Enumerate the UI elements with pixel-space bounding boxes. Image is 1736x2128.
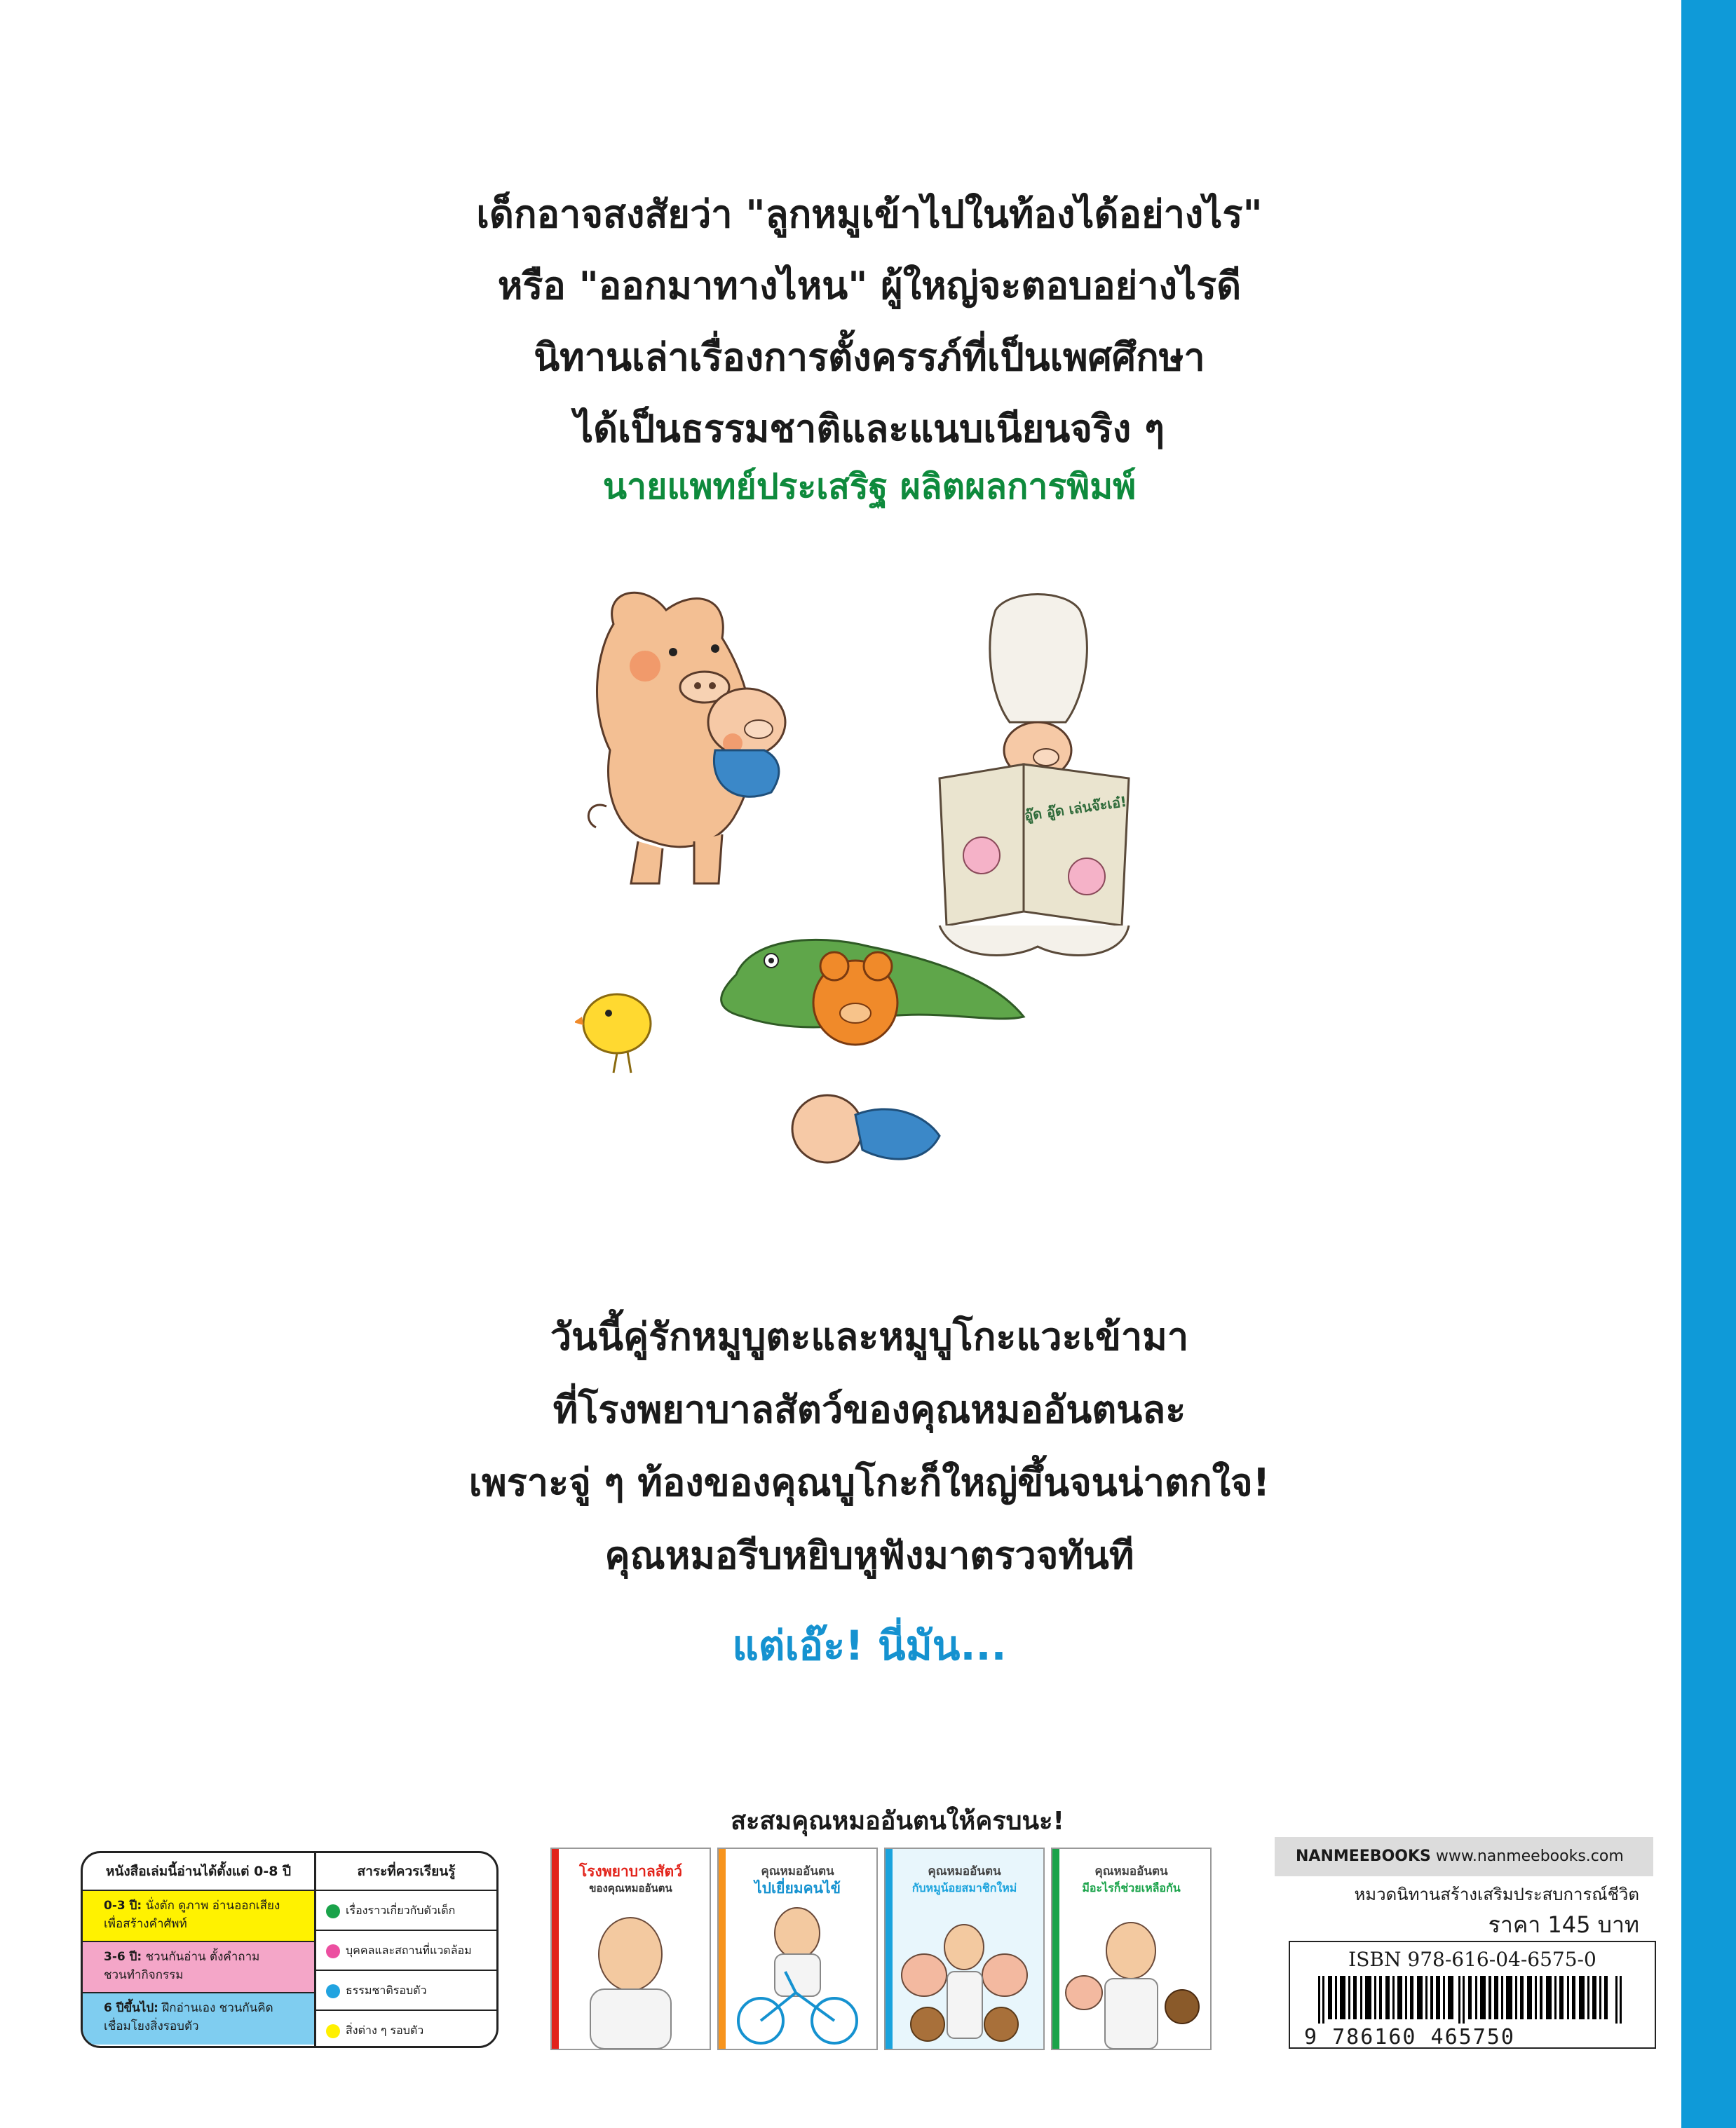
subject-item: [316, 1931, 496, 1971]
subject-item: [316, 1971, 496, 2011]
age-level-text: เชื่อมโยงสิ่งรอบตัว: [104, 2019, 199, 2033]
cover-doctor-icon: [552, 1849, 710, 2049]
doctor-goat-illustration: [940, 595, 1129, 956]
age-level-text: ชวนกันอ่าน ตั้งคำถาม: [145, 1950, 260, 1964]
age-level-row: [83, 1891, 314, 1942]
mother-pig-illustration: [588, 592, 785, 883]
cover-bicycle-icon: [719, 1849, 876, 2049]
green-dot-icon: [326, 1904, 340, 1918]
age-heading: หนังสือเล่มนี้อ่านได้ตั้งแต่ 0-8 ปี: [83, 1853, 314, 1891]
illustration: [575, 582, 1164, 1248]
cover-title-line: คุณหมออันตน: [928, 1864, 1001, 1878]
age-guide-box: [81, 1851, 499, 2048]
blurb-top-line: เด็กอาจสงสัยว่า "ลูกหมูเข้าไปในท้องได้อย่างไร": [476, 192, 1263, 236]
age-level-text: ฝึกอ่านเอง ชวนกันคิด: [162, 2001, 273, 2015]
isbn-text: ISBN 978-616-04-6575-0: [1348, 1948, 1596, 1971]
crocodile-illustration: [721, 940, 1024, 1163]
series-cover: [550, 1848, 711, 2050]
cover-title-line: ของคุณหมออันตน: [589, 1882, 672, 1895]
cover-friends-icon: [1052, 1849, 1210, 2049]
series-cover: [884, 1848, 1045, 2050]
subject-item: [316, 2011, 496, 2048]
ean-number: 9 786160 465750: [1304, 2025, 1515, 2049]
subject-label: บุคคลและสถานที่แวดล้อม: [346, 1944, 472, 1957]
book-spine: [1681, 0, 1736, 2128]
age-level-text: นั่งตัก ดูภาพ อ่านออกเสียง: [145, 1899, 280, 1913]
cover-title-line: กับหมูน้อยสมาชิกใหม่: [911, 1881, 1017, 1895]
age-level-label: 0-3 ปี:: [104, 1899, 142, 1913]
age-levels-column: [83, 1853, 316, 2046]
series-cover: [1051, 1848, 1212, 2050]
blurb-bottom-line: ที่โรงพยาบาลสัตว์ของคุณหมออันตนละ: [552, 1388, 1186, 1432]
hook-text: แต่เอ๊ะ! นี่มัน...: [732, 1622, 1007, 1669]
cover-family-icon: [886, 1849, 1043, 2049]
blurb-top-line: ได้เป็นธรรมชาติและแนบเนียนจริง ๆ: [574, 407, 1165, 451]
blurb-bottom-line: คุณหมอรีบหยิบหูฟังมาตรวจทันที: [604, 1533, 1134, 1578]
blurb-top-line: นิทานเล่าเรื่องการตั้งครรภ์ที่เป็นเพศศึกษา: [534, 335, 1205, 379]
publisher-logo: NANMEEBOOKS: [1296, 1848, 1431, 1865]
yellow-dot-icon: [326, 2024, 340, 2038]
series-cover: [717, 1848, 878, 2050]
subjects-heading: สาระที่ควรเรียนรู้: [316, 1853, 496, 1891]
barcode-icon: [1318, 1976, 1627, 2024]
subject-item: [316, 1891, 496, 1931]
age-level-row: [83, 1993, 314, 2045]
collect-heading: สะสมคุณหมออันตนให้ครบนะ!: [731, 1807, 1064, 1836]
cover-title-line: มีอะไรก็ช่วยเหลือกัน: [1082, 1881, 1181, 1895]
isbn-block: [1289, 1941, 1656, 2049]
publisher-bar: [1275, 1837, 1653, 1876]
subject-label: เรื่องราวเกี่ยวกับตัวเด็ก: [346, 1904, 456, 1917]
publisher-line: นายแพทย์ประเสริฐ ผลิตผลการพิมพ์: [602, 466, 1137, 507]
subjects-column: [316, 1853, 496, 2046]
cover-title-line: โรงพยาบาลสัตว์: [579, 1863, 682, 1880]
age-level-text: เพื่อสร้างคำศัพท์: [104, 1917, 187, 1931]
publisher-info: [1275, 1837, 1653, 2047]
age-level-row: [83, 1942, 314, 1993]
book-price: ราคา 145 บาท: [1488, 1911, 1639, 1938]
blue-dot-icon: [326, 1984, 340, 1998]
blurb-top: [337, 179, 1402, 465]
blurb-bottom-line: เพราะจู่ ๆ ท้องของคุณบูโกะก็ใหญ่ขึ้นจนน่าตกใจ!: [468, 1461, 1270, 1505]
blurb-top-line: หรือ "ออกมาทางไหน" ผู้ใหญ่จะตอบอย่างไรดี: [497, 264, 1242, 308]
publisher-website: www.nanmeebooks.com: [1435, 1848, 1624, 1865]
subject-label: สิ่งต่าง ๆ รอบตัว: [346, 2024, 424, 2037]
cover-title-line: ไปเยี่ยมคนไข้: [754, 1880, 841, 1897]
pink-dot-icon: [326, 1944, 340, 1958]
blurb-bottom: [337, 1301, 1402, 1592]
blurb-bottom-line: วันนี้คู่รักหมูบูตะและหมูบูโกะแวะเข้ามา: [550, 1315, 1189, 1359]
cover-title-line: คุณหมออันตน: [1094, 1864, 1168, 1878]
cover-title-line: คุณหมออันตน: [761, 1864, 834, 1878]
subject-label: ธรรมชาติรอบตัว: [346, 1984, 427, 1997]
age-level-label: 3-6 ปี:: [104, 1950, 142, 1964]
age-level-text: ชวนทำกิจกรรม: [104, 1968, 184, 1982]
book-text: อู๊ด อู๊ด เล่นจ๊ะเอ๋!: [1023, 792, 1128, 825]
age-level-label: 6 ปีขึ้นไป:: [104, 2001, 158, 2015]
book-category: หมวดนิทานสร้างเสริมประสบการณ์ชีวิต: [1354, 1885, 1639, 1904]
chick-illustration: [575, 994, 651, 1073]
